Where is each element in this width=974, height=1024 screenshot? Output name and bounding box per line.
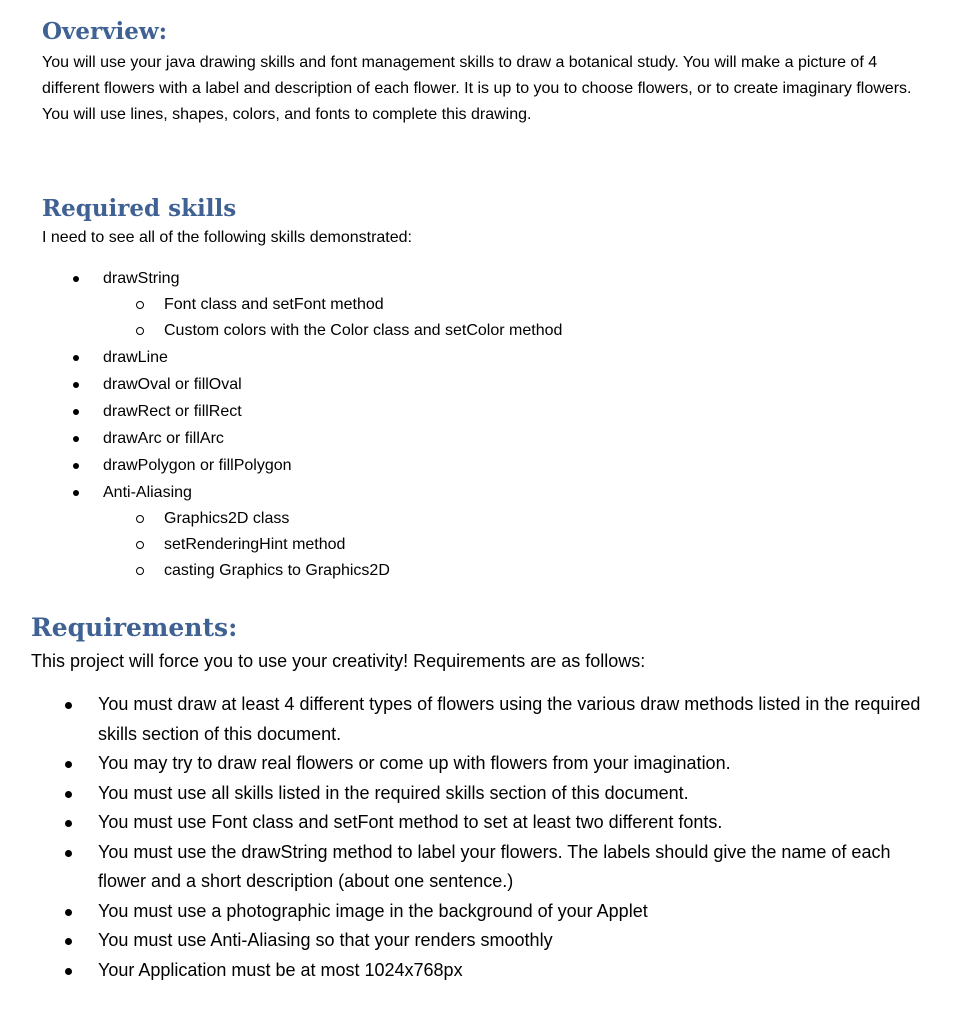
overview-section xyxy=(42,18,922,128)
skill-label: drawString xyxy=(103,270,180,287)
requirements-list xyxy=(31,690,941,985)
skill-label: drawLine xyxy=(103,349,168,366)
skill-sublist xyxy=(103,506,922,584)
requirement-item: You must draw at least 4 different types of flowers using the various draw methods listed in the required skills section of this document. xyxy=(31,690,941,749)
skill-item xyxy=(42,452,922,479)
skill-item xyxy=(42,425,922,452)
skill-label: drawPolygon or fillPolygon xyxy=(103,457,292,474)
required-skills-intro: I need to see all of the following skills demonstrated: xyxy=(42,229,412,246)
requirements-section xyxy=(31,612,941,985)
requirement-item: You must use a photographic image in the background of your Applet xyxy=(31,897,941,927)
skill-item xyxy=(42,479,922,584)
skill-subitem: Custom colors with the Color class and setColor method xyxy=(103,318,922,344)
requirements-heading: Requirements: xyxy=(31,613,238,642)
overview-paragraph: You will use your java drawing skills and font management skills to draw a botanical study. You will make a picture of 4 different flowers with a label and description of each flower. It is up to you to choose flowers, or to create imaginary flowers. You will use lines, shapes, colors, and fonts to complete this drawing. xyxy=(42,54,912,123)
skill-label: drawOval or fillOval xyxy=(103,376,242,393)
requirement-item: You must use Anti-Aliasing so that your renders smoothly xyxy=(31,926,941,956)
skill-subitem: Graphics2D class xyxy=(103,506,922,532)
skill-item xyxy=(42,265,922,344)
skill-subitem: setRenderingHint method xyxy=(103,532,922,558)
requirement-item: You must use all skills listed in the required skills section of this document. xyxy=(31,779,941,809)
skill-label: drawRect or fillRect xyxy=(103,403,242,420)
skill-subitem: casting Graphics to Graphics2D xyxy=(103,558,922,584)
required-skills-section xyxy=(42,194,922,584)
requirement-item: You may try to draw real flowers or come up with flowers from your imagination. xyxy=(31,749,941,779)
requirement-item: You must use Font class and setFont method to set at least two different fonts. xyxy=(31,808,941,838)
overview-heading: Overview: xyxy=(42,18,168,45)
requirement-item: Your Application must be at most 1024x768px xyxy=(31,956,941,986)
skills-list xyxy=(42,265,922,584)
skill-subitem: Font class and setFont method xyxy=(103,292,922,318)
requirement-item: You must use the drawString method to label your flowers. The labels should give the name of each flower and a short description (about one sentence.) xyxy=(31,838,941,897)
skill-sublist xyxy=(103,292,922,344)
skill-item xyxy=(42,344,922,371)
requirements-intro: This project will force you to use your creativity! Requirements are as follows: xyxy=(31,651,646,671)
skill-label: drawArc or fillArc xyxy=(103,430,224,447)
skill-item xyxy=(42,398,922,425)
skill-item xyxy=(42,371,922,398)
skill-label: Anti-Aliasing xyxy=(103,484,192,501)
required-skills-heading: Required skills xyxy=(42,195,237,222)
